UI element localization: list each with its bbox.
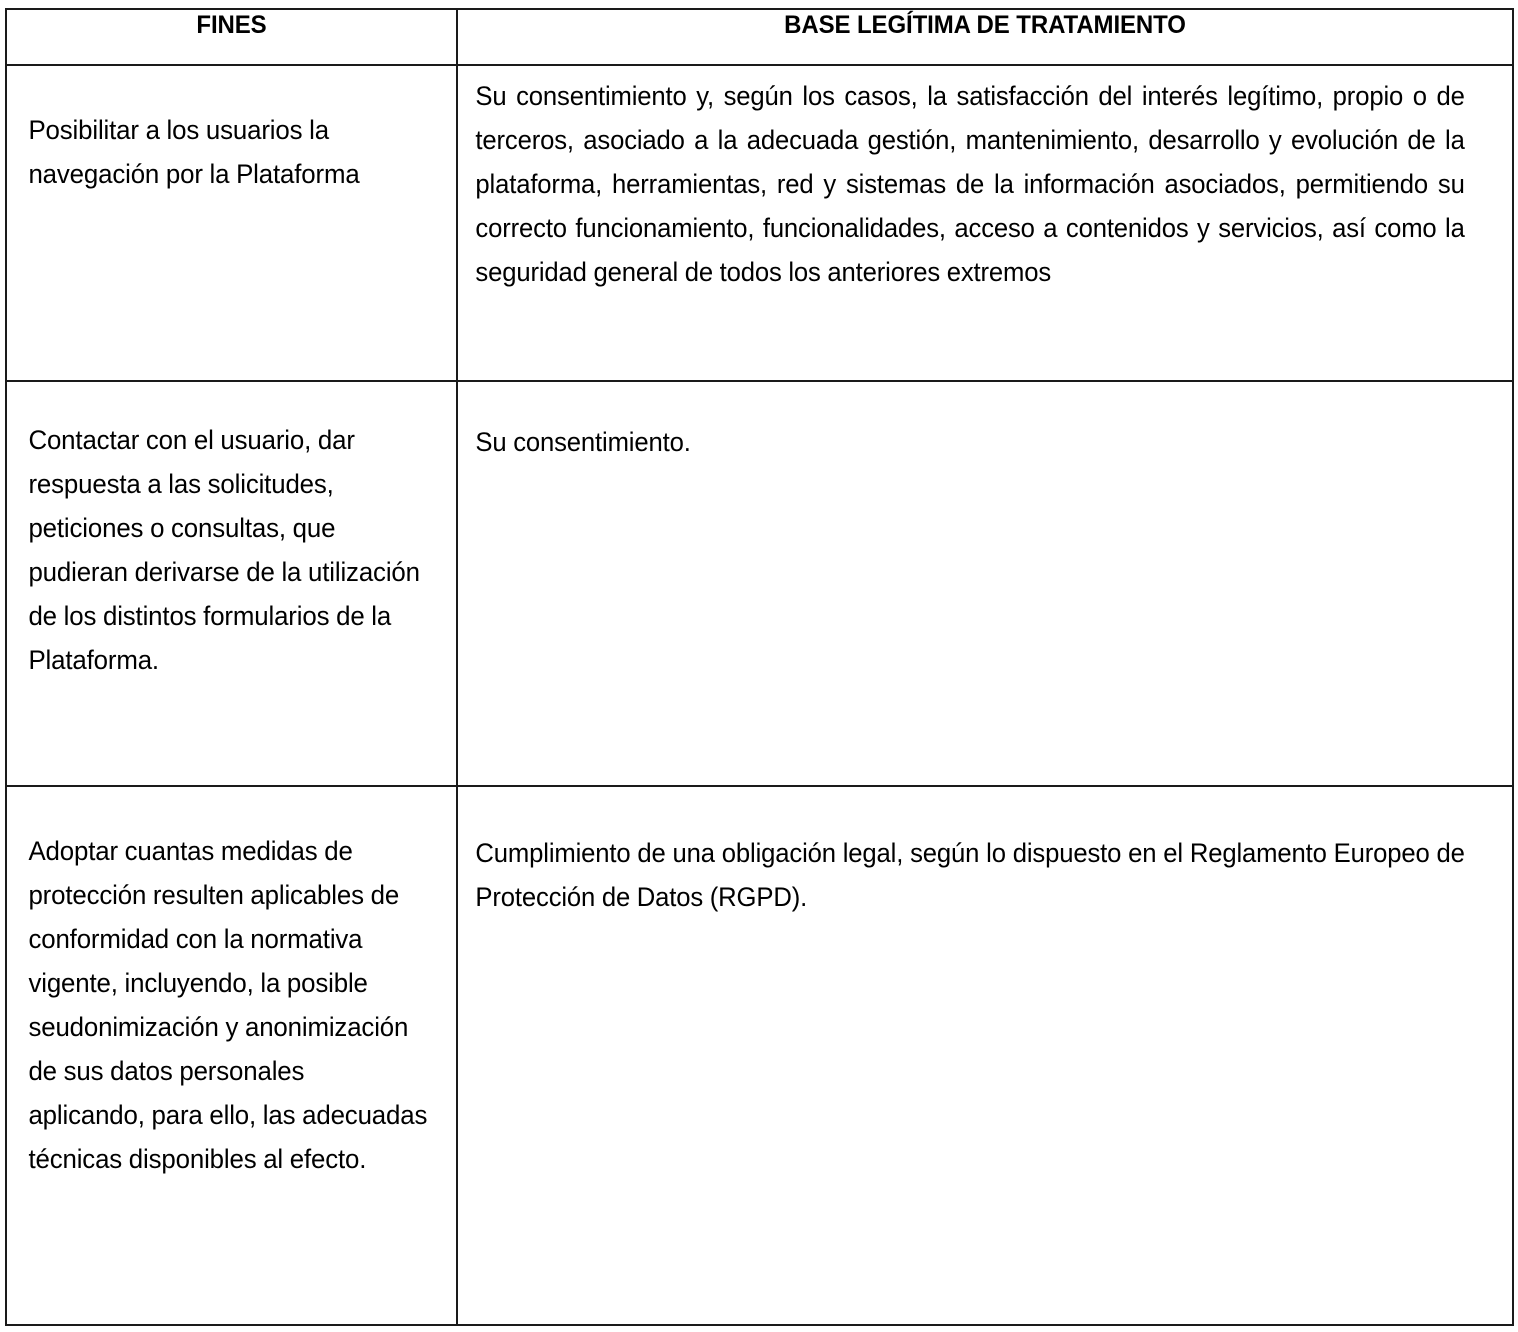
cell-base-3-text: Cumplimiento de una obligación legal, según lo dispuesto en el Reglamento Europeo de Protección de Datos (RGPD). <box>475 838 1465 912</box>
column-header-fines <box>6 9 457 65</box>
cell-base-1 <box>457 65 1513 381</box>
cell-fines-1 <box>6 65 457 381</box>
cell-base-3 <box>457 786 1513 1325</box>
cell-base-2-text: Su consentimiento. <box>475 427 691 457</box>
table-body <box>6 65 1513 1325</box>
table-row <box>6 786 1513 1325</box>
legal-basis-table <box>5 8 1514 1326</box>
table-row <box>6 65 1513 381</box>
cell-fines-3-text: Adoptar cuantas medidas de protección resulten aplicables de conformidad con la normativa vigente, incluyendo, la posible seudonimización y anonimización de sus datos personales aplicando, para ello, las adecuadas técnicas disponibles al efecto. <box>28 836 428 1174</box>
table-header <box>6 9 1513 65</box>
column-header-base <box>457 9 1513 65</box>
cell-base-2 <box>457 381 1513 786</box>
cell-fines-3 <box>6 786 457 1325</box>
table-row <box>6 381 1513 786</box>
column-header-fines-label: FINES <box>196 11 267 39</box>
cell-fines-1-text: Posibilitar a los usuarios la navegación por la Plataforma <box>28 115 360 189</box>
cell-fines-2 <box>6 381 457 786</box>
cell-base-1-text: Su consentimiento y, según los casos, la satisfacción del interés legítimo, propio o de terceros, asociado a la adecuada gestión, mantenimiento, desarrollo y evolución de la plataforma, herramientas, red y sistemas de la información asociados, permitiendo su correcto funcionamiento, funcionalidades, acceso a contenidos y servicios, así como la seguridad general de todos los anteriores extremos <box>475 81 1465 287</box>
cell-fines-2-text: Contactar con el usuario, dar respuesta a las solicitudes, peticiones o consultas, que pudieran derivarse de la utilización de los distintos formularios de la Plataforma. <box>28 425 420 675</box>
column-header-base-label: BASE LEGÍTIMA DE TRATAMIENTO <box>784 11 1186 39</box>
table-header-row <box>6 9 1513 65</box>
